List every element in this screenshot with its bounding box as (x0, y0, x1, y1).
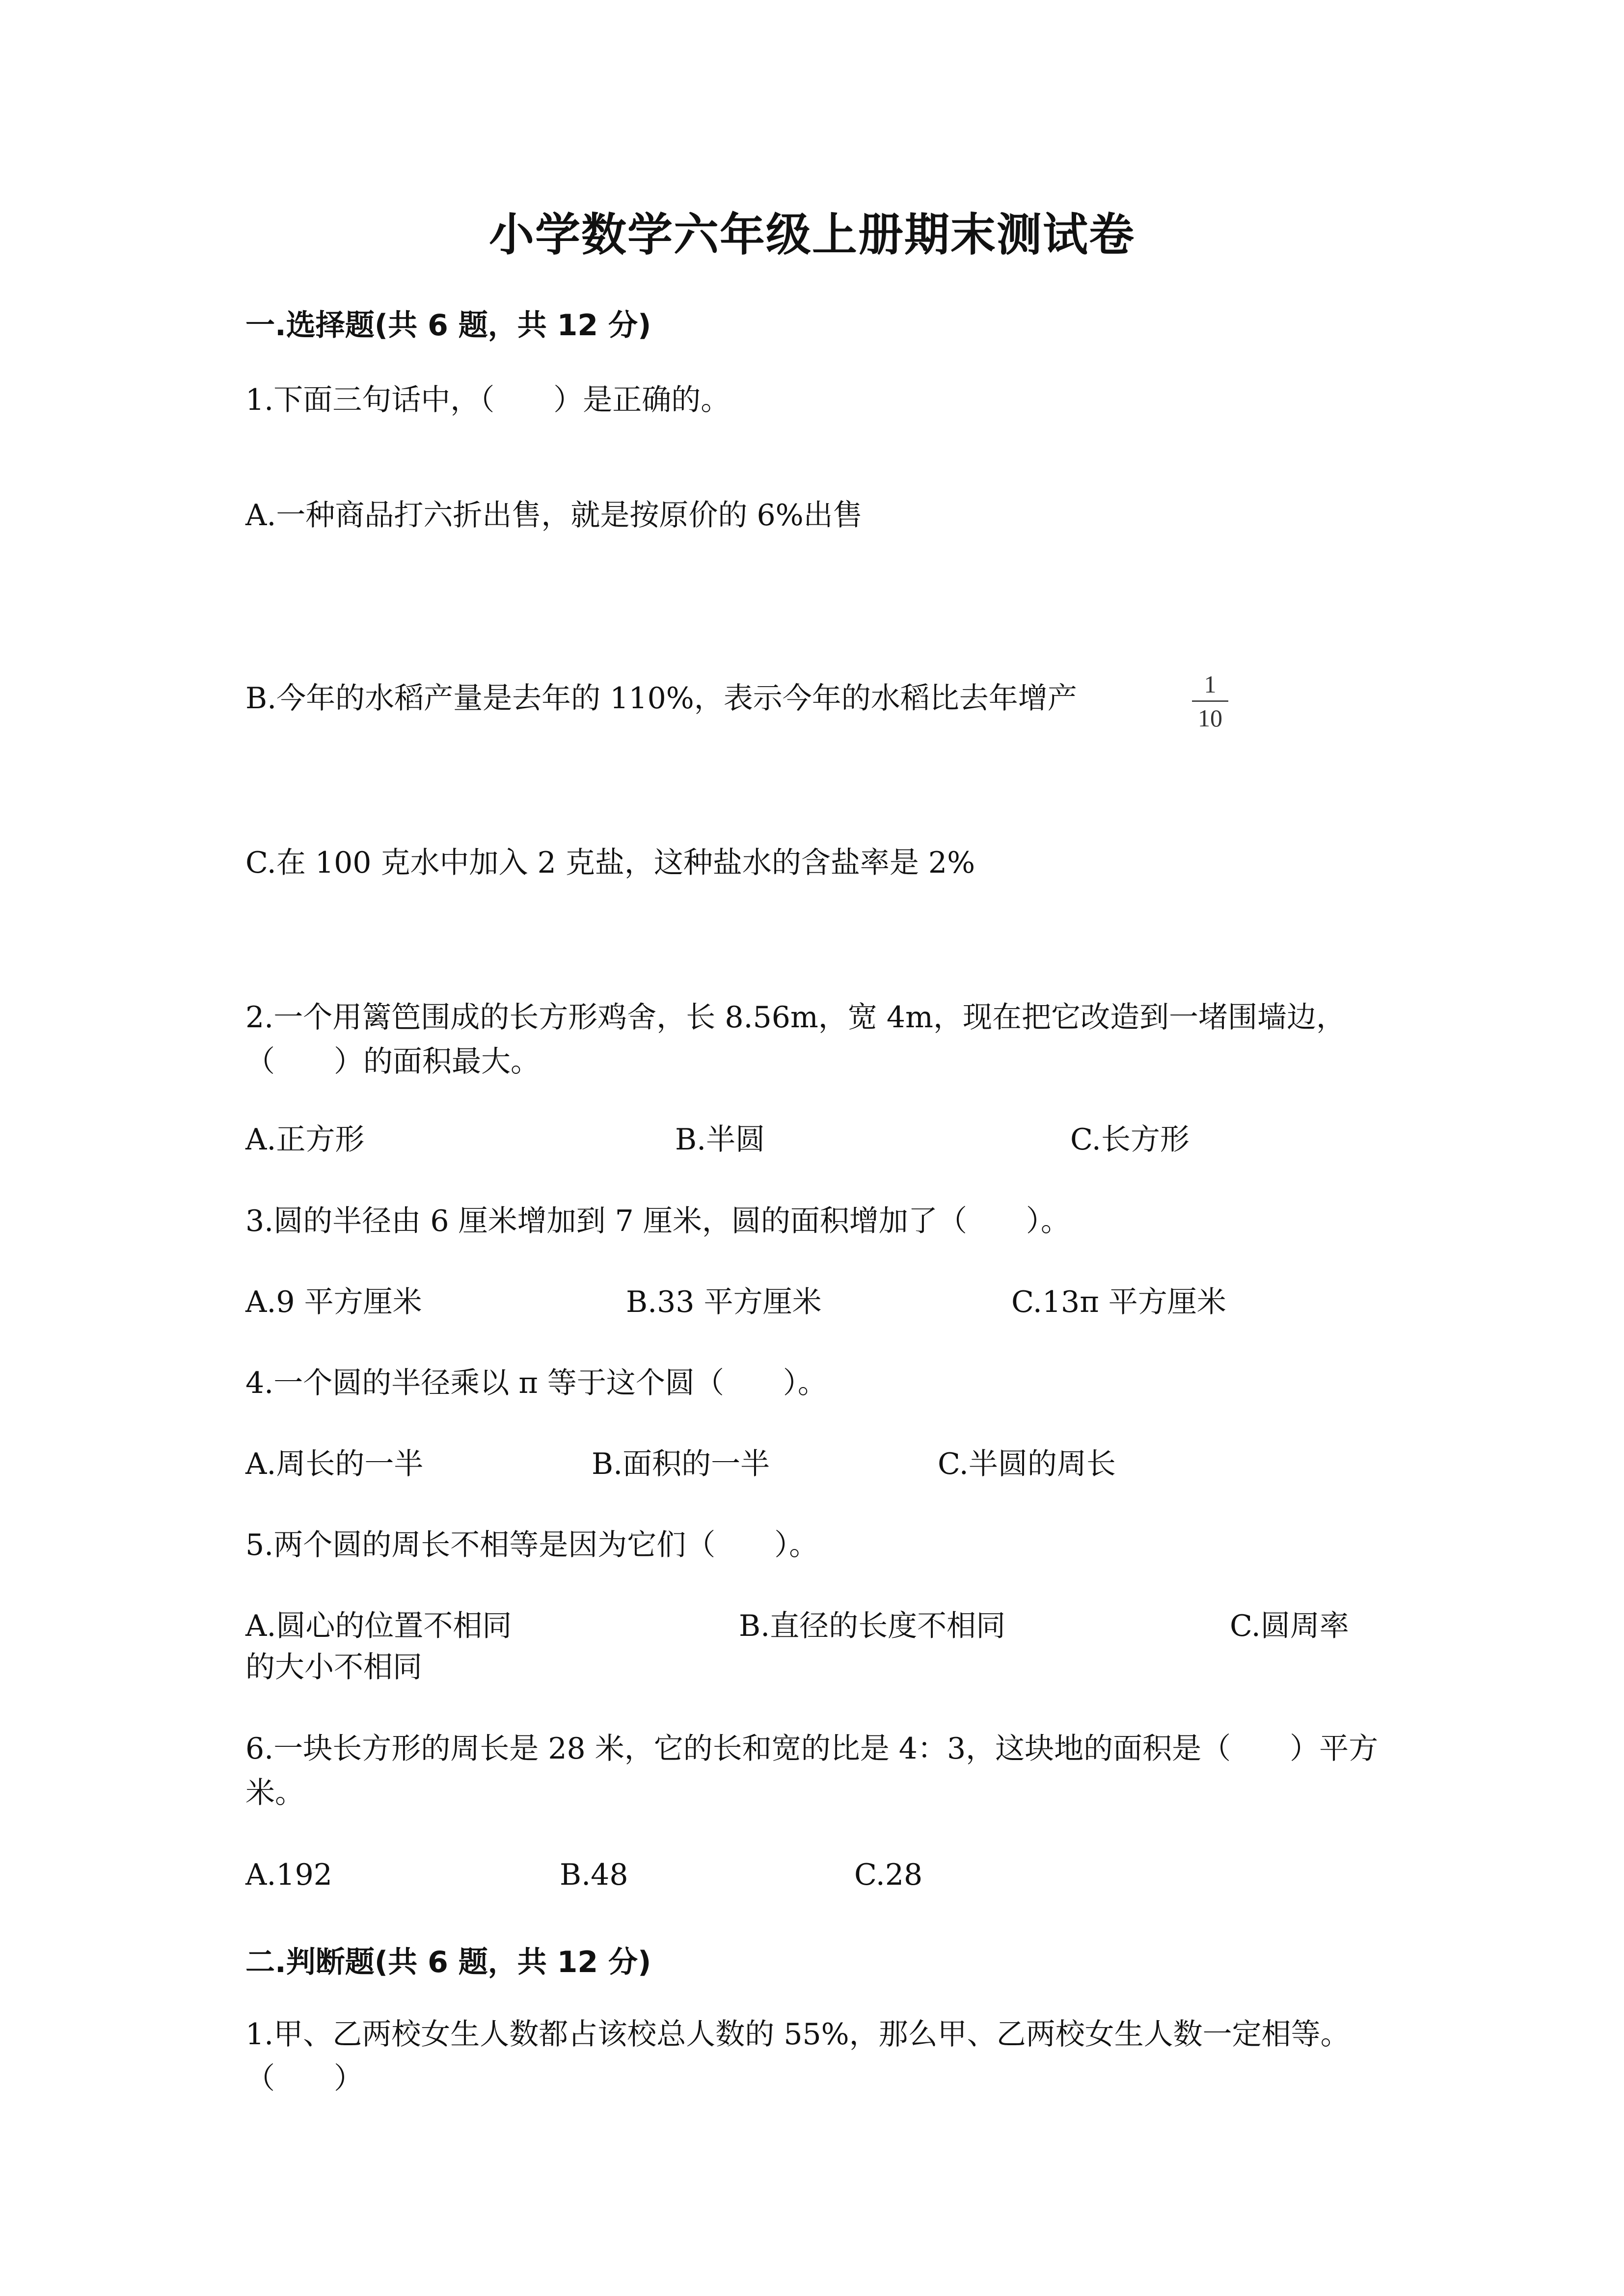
page-title: 小学数学六年级上册期末测试卷 (488, 208, 1135, 261)
question-6-option-b: B.48 (560, 1858, 628, 1892)
question-6-option-a: A.192 (245, 1858, 332, 1892)
question-2-stem: 2.一个用篱笆围成的长方形鸡舍，长 8.56m，宽 4m，现在把它改造到一堵围墙边，（ ）的面积最大。 (245, 1000, 1346, 1079)
question-1-option-b: B.今年的水稻产量是去年的 110%，表示今年的水稻比去年增产 (245, 681, 1077, 716)
question-3-stem: 3.圆的半径由 6 厘米增加到 7 厘米，圆的面积增加了（ ）。 (245, 1204, 1070, 1238)
fraction-bar (1192, 700, 1228, 702)
question-5-stem: 5.两个圆的周长不相等是因为它们（ ）。 (245, 1528, 819, 1562)
question-4-option-b: B.面积的一半 (592, 1447, 770, 1481)
question-1-stem: 1.下面三句话中，（ ）是正确的。 (245, 383, 731, 417)
question-2-option-a: A.正方形 (245, 1122, 365, 1157)
question-6-stem: 6.一块长方形的周长是 28 米，它的长和宽的比是 4：3，这块地的面积是（ ）平方米。 (245, 1732, 1379, 1810)
question-3-option-b: B.33 平方厘米 (626, 1285, 822, 1319)
question-1-option-a: A.一种商品打六折出售，就是按原价的 6%出售 (245, 498, 863, 533)
question-5-option-c-continued: 的大小不相同 (245, 1650, 422, 1684)
fraction-numerator: 1 (1204, 670, 1217, 698)
question-2-option-c: C.长方形 (1070, 1122, 1190, 1157)
question-4-stem: 4.一个圆的半径乘以 π 等于这个圆（ ）。 (245, 1366, 827, 1400)
fraction-denominator: 10 (1198, 704, 1222, 732)
question-3-option-c: C.13π 平方厘米 (1011, 1285, 1226, 1319)
question-5-option-b: B.直径的长度不相同 (739, 1609, 1006, 1643)
question-6-option-c: C.28 (854, 1858, 923, 1892)
question-3-option-a: A.9 平方厘米 (245, 1285, 422, 1319)
question-5-option-a: A.圆心的位置不相同 (245, 1609, 512, 1643)
section-heading-judgement: 二.判断题(共 6 题，共 12 分) (245, 1945, 651, 1979)
question-4-option-c: C.半圆的周长 (938, 1447, 1116, 1481)
question-2-option-b: B.半圆 (675, 1122, 765, 1157)
question-5-option-c: C.圆周率 (1230, 1609, 1349, 1643)
question-1-option-c: C.在 100 克水中加入 2 克盐，这种盐水的含盐率是 2% (245, 846, 975, 880)
section-heading-choice: 一.选择题(共 6 题，共 12 分) (245, 308, 651, 343)
question-4-option-a: A.周长的一半 (245, 1447, 424, 1481)
judgement-question-1-stem: 1.甲、乙两校女生人数都占该校总人数的 55%，那么甲、乙两校女生人数一定相等。（ ） (245, 2017, 1350, 2096)
fraction-one-tenth (1188, 670, 1232, 732)
